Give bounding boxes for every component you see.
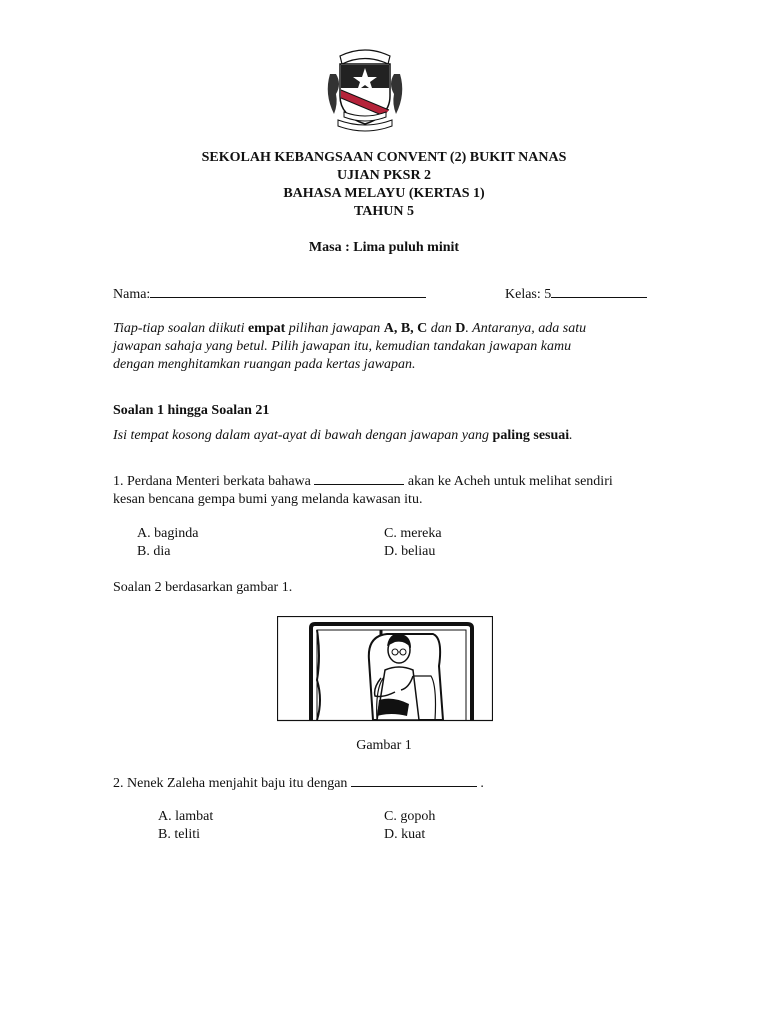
q2-option-c[interactable]: C. gopoh <box>384 809 436 824</box>
q1-option-c[interactable]: C. mereka <box>384 526 442 541</box>
class-label: Kelas: 5 <box>505 287 552 302</box>
class-row <box>505 285 647 304</box>
q2-option-b[interactable]: B. teliti <box>158 827 200 842</box>
section-instruction: Isi tempat kosong dalam ayat-ayat di bawah dengan jawapan yang paling sesuai. <box>113 428 573 443</box>
year-title: TAHUN 5 <box>353 204 415 219</box>
q2-option-d[interactable]: D. kuat <box>384 827 426 842</box>
q1-blank <box>314 472 404 485</box>
figure-caption: Gambar 1 <box>356 738 412 753</box>
name-blank[interactable] <box>150 285 426 298</box>
q1-option-a[interactable]: A. baginda <box>137 526 199 541</box>
exam-duration: Masa : Lima puluh minit <box>308 240 460 255</box>
question-1: 1. Perdana Menteri berkata bahawa akan ke Acheh untuk melihat sendiri kesan bencana gempa bumi yang melanda kawasan itu. <box>113 474 613 507</box>
subject-title: BAHASA MELAYU (KERTAS 1) <box>283 186 485 201</box>
figure-1-illustration <box>277 616 493 722</box>
class-blank[interactable] <box>551 285 647 298</box>
question-2: 2. Nenek Zaleha menjahit baju itu dengan . <box>113 776 484 791</box>
school-name: SEKOLAH KEBANGSAAN CONVENT (2) BUKIT NANAS <box>201 150 567 165</box>
name-label: Nama: <box>113 287 151 302</box>
q1-option-d[interactable]: D. beliau <box>384 544 436 559</box>
school-crest <box>322 44 408 136</box>
exam-title: UJIAN PKSR 2 <box>336 168 432 183</box>
section-title: Soalan 1 hingga Soalan 21 <box>113 403 270 418</box>
q1-option-b[interactable]: B. dia <box>137 544 171 559</box>
instructions: Tiap-tiap soalan diikuti empat pilihan jawapan A, B, C dan D. Antaranya, ada satu jawapan sahaja yang betul. Pilih jawapan itu, kemudian tandakan jawapan kamu dengan menghitamkan ruangan pada kertas jawapan. <box>113 321 587 372</box>
name-row <box>113 285 426 304</box>
question-2-intro: Soalan 2 berdasarkan gambar 1. <box>113 580 293 595</box>
q2-blank <box>351 774 477 787</box>
q2-option-a[interactable]: A. lambat <box>158 809 214 824</box>
